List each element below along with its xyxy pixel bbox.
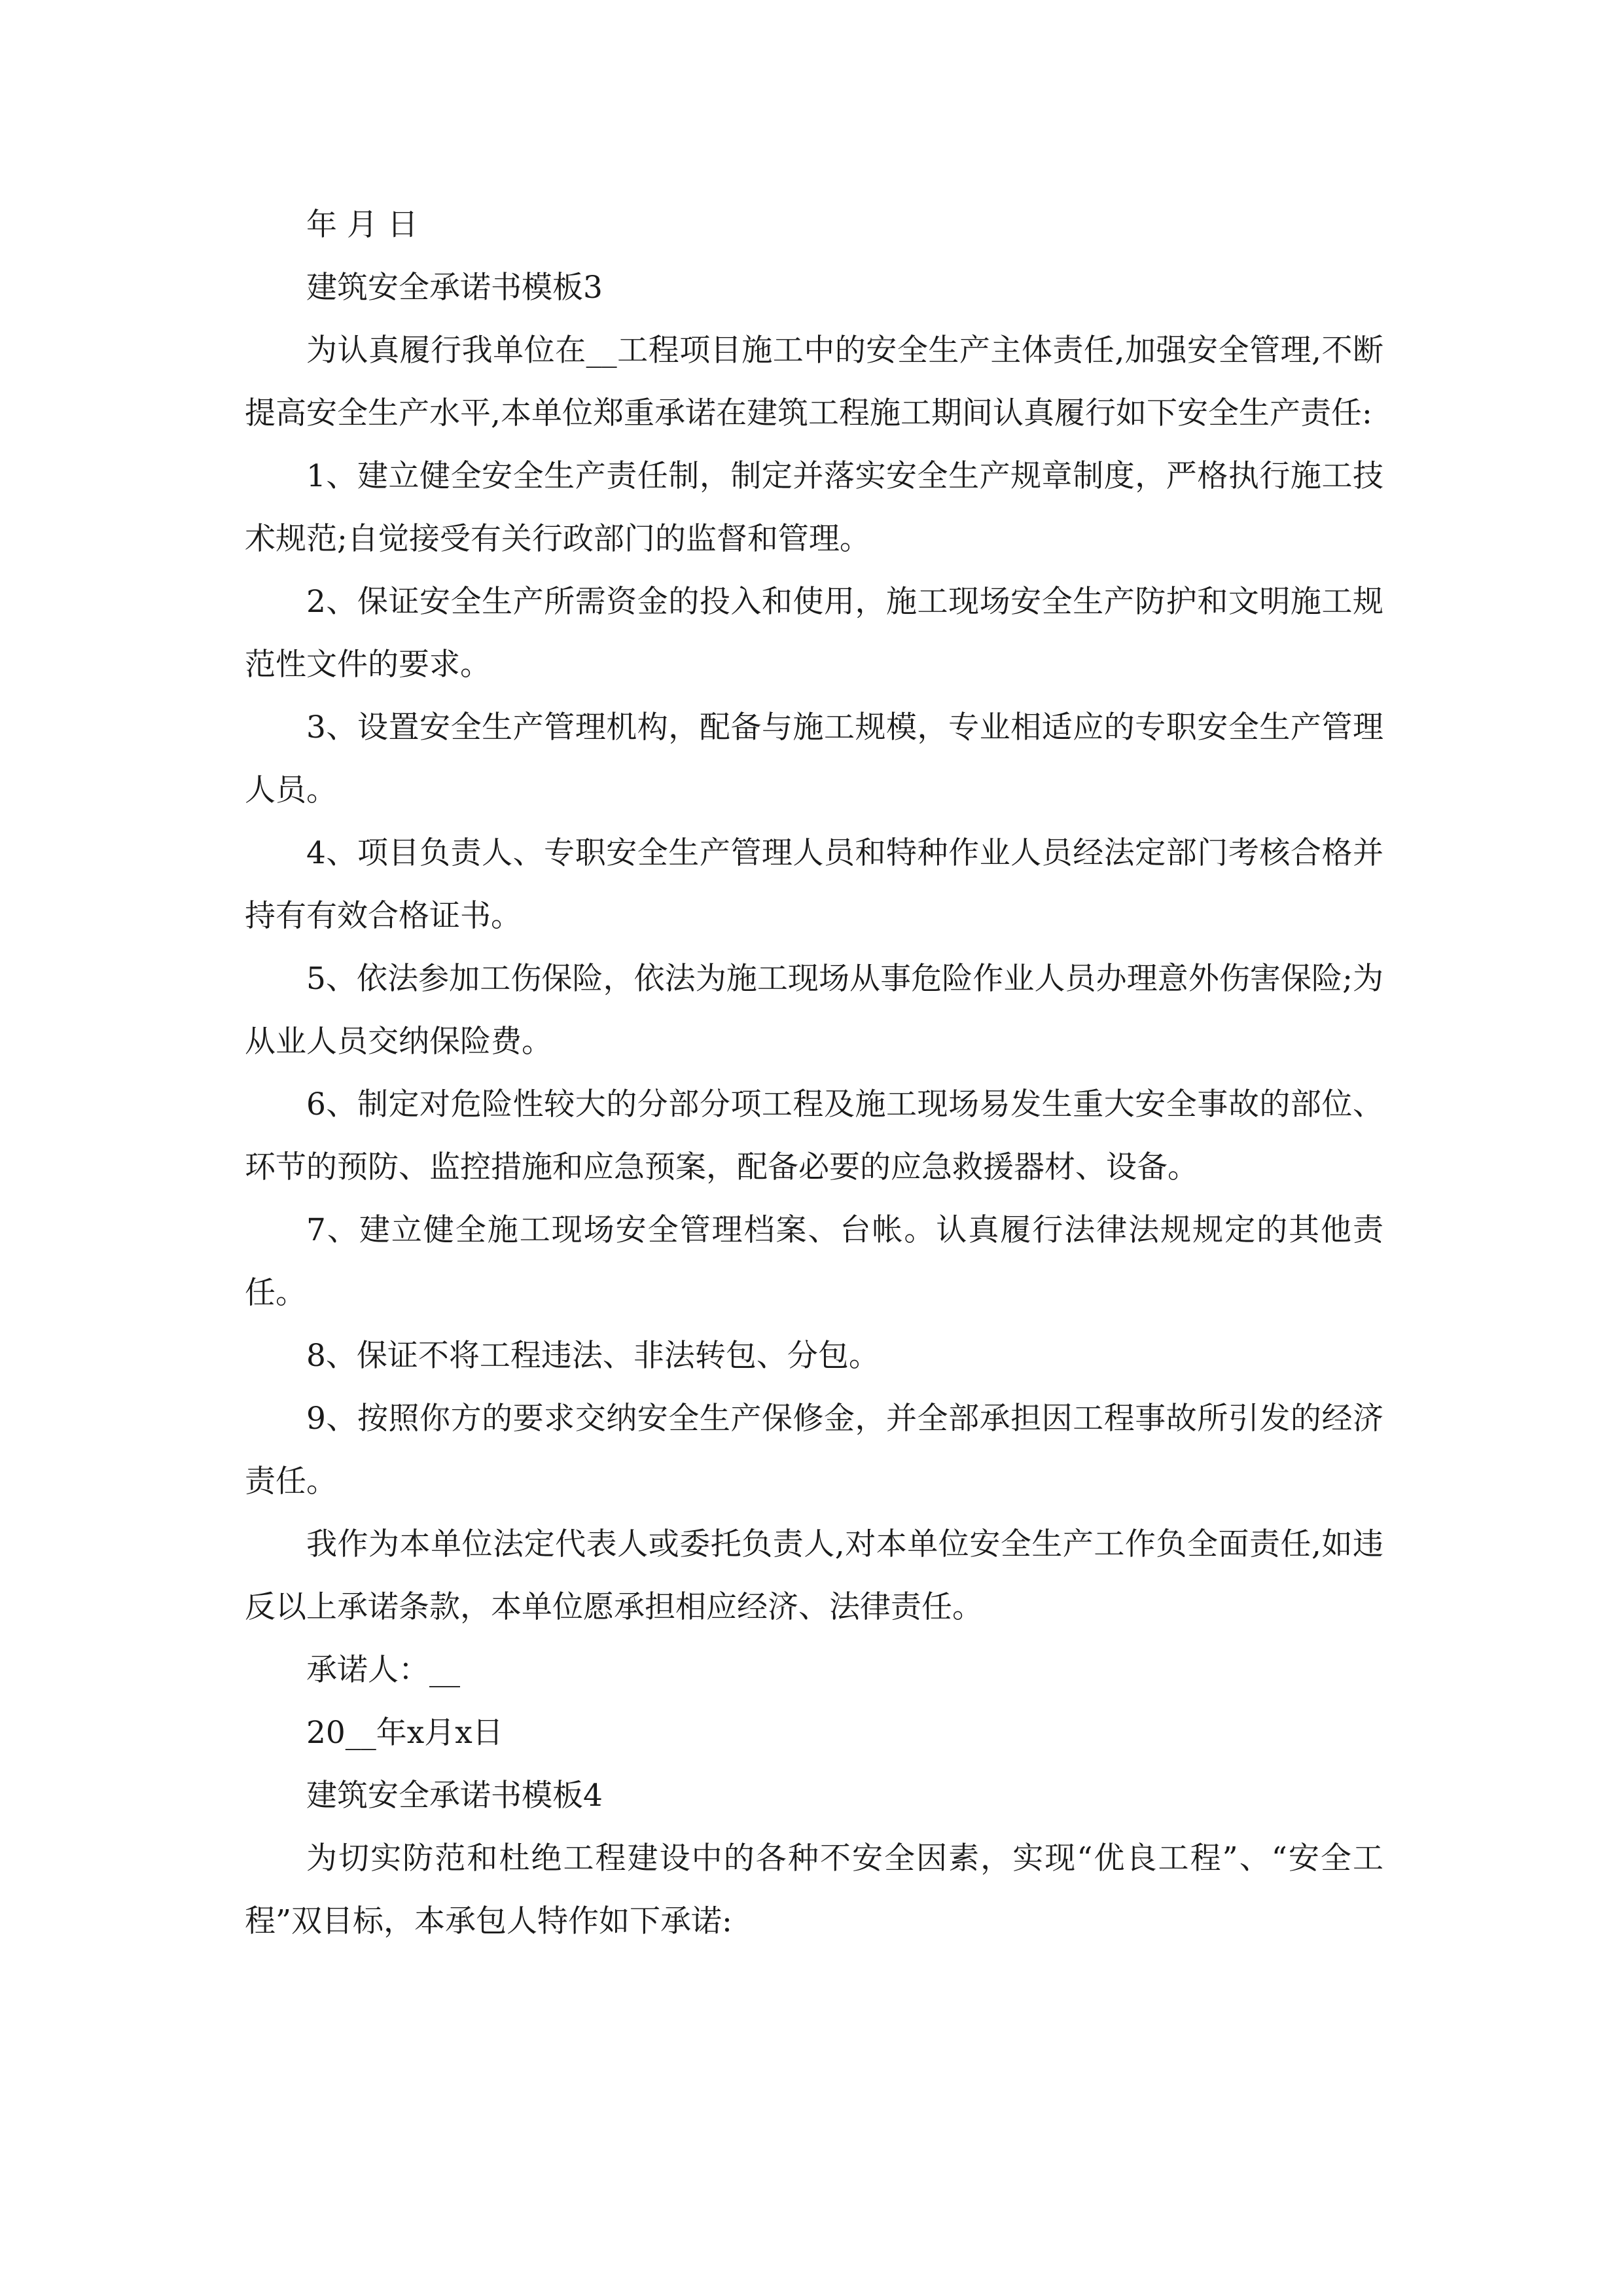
template-3-intro: 为认真履行我单位在__工程项目施工中的安全生产主体责任,加强安全管理,不断提高安全生产水平,本单位郑重承诺在建筑工程施工期间认真履行如下安全生产责任: [245, 332, 1383, 431]
commitment-item-8: 8、保证不将工程违法、非法转包、分包。 [306, 1338, 880, 1374]
commitment-item-2: 2、保证安全生产所需资金的投入和使用，施工现场安全生产防护和文明施工规范性文件的要求。 [245, 584, 1383, 683]
signature-date: 20__年x月x日 [306, 1715, 503, 1751]
date-line: 年 月 日 [306, 207, 418, 243]
commitment-item-3: 3、设置安全生产管理机构，配备与施工规模，专业相适应的专职安全生产管理人员。 [245, 709, 1383, 808]
signatory-line: 承诺人：__ [306, 1652, 460, 1688]
template-4-title: 建筑安全承诺书模板4 [306, 1778, 603, 1814]
document-body [245, 194, 1383, 1953]
commitment-item-1: 1、建立健全安全生产责任制，制定并落实安全生产规章制度，严格执行施工技术规范;自觉接受有关行政部门的监督和管理。 [245, 458, 1383, 557]
template-4-intro: 为切实防范和杜绝工程建设中的各种不安全因素，实现“优良工程”、“安全工程”双目标，本承包人特作如下承诺: [245, 1840, 1383, 1939]
commitment-item-4: 4、项目负责人、专职安全生产管理人员和特种作业人员经法定部门考核合格并持有有效合格证书。 [245, 835, 1383, 934]
commitment-item-7: 7、建立健全施工现场安全管理档案、台帐。认真履行法律法规规定的其他责任。 [245, 1212, 1383, 1311]
commitment-item-9: 9、按照你方的要求交纳安全生产保修金，并全部承担因工程事故所引发的经济责任。 [245, 1401, 1383, 1499]
commitment-item-5: 5、依法参加工伤保险，依法为施工现场从事危险作业人员办理意外伤害保险;为从业人员交纳保险费。 [245, 961, 1383, 1060]
template-3-title: 建筑安全承诺书模板3 [306, 270, 603, 306]
commitment-item-6: 6、制定对危险性较大的分部分项工程及施工现场易发生重大安全事故的部位、环节的预防、监控措施和应急预案，配备必要的应急救援器材、设备。 [245, 1086, 1383, 1185]
responsibility-statement: 我作为本单位法定代表人或委托负责人,对本单位安全生产工作负全面责任,如违反以上承诺条款，本单位愿承担相应经济、法律责任。 [245, 1526, 1383, 1625]
